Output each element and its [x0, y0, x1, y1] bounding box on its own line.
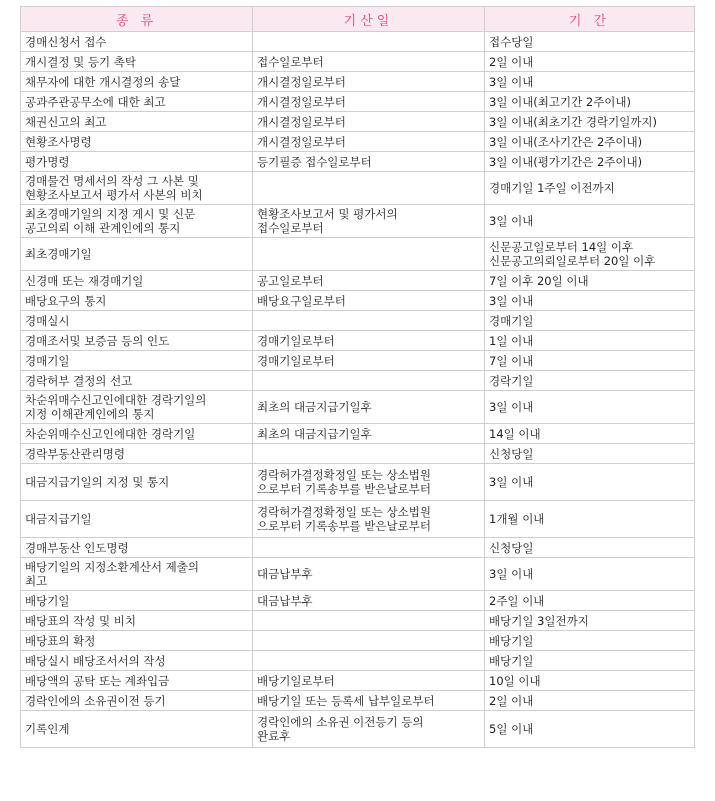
cell-start-date	[253, 132, 485, 152]
cell-period-line: 10일 이내	[489, 673, 541, 688]
cell-start-date	[253, 238, 485, 271]
cell-start-date	[253, 691, 485, 711]
cell-start-date	[253, 558, 485, 591]
cell-period	[485, 371, 695, 391]
cell-period-line: 3일 이내(최초기간 경락기일까지)	[489, 114, 658, 129]
cell-period-line: 경락기일	[489, 373, 534, 388]
cell-period	[485, 291, 695, 311]
cell-start-date	[253, 671, 485, 691]
cell-period-line: 7일 이후 20일 이내	[489, 273, 589, 288]
cell-type	[21, 591, 253, 611]
table-row	[21, 691, 695, 711]
cell-start-date	[253, 205, 485, 238]
cell-period-line: 접수당일	[489, 34, 534, 49]
cell-period-line: 배당기일	[489, 633, 534, 648]
cell-start-date	[253, 591, 485, 611]
cell-period	[485, 691, 695, 711]
cell-type	[21, 651, 253, 671]
cell-start-date	[253, 371, 485, 391]
cell-period-line: 3일 이내	[489, 293, 534, 308]
cell-type-line: 경매물건 명세서의 작성 그 사본 및	[25, 174, 199, 188]
cell-start-date-line: 완료후	[257, 729, 291, 743]
cell-type	[21, 464, 253, 501]
cell-start-date-line: 개시결정일로부터	[257, 134, 346, 149]
cell-period	[485, 444, 695, 464]
table-row	[21, 238, 695, 271]
cell-type-line: 배당표의 확정	[25, 633, 96, 648]
cell-start-date	[253, 444, 485, 464]
cell-type	[21, 671, 253, 691]
cell-type	[21, 631, 253, 651]
table-row	[21, 112, 695, 132]
cell-type	[21, 238, 253, 271]
cell-period	[485, 271, 695, 291]
cell-start-date-line: 현황조사보고서 및 평가서의	[257, 207, 398, 221]
cell-start-date-line: 등기필증 접수일로부터	[257, 154, 372, 169]
table-row	[21, 711, 695, 748]
cell-period-line: 5일 이내	[489, 722, 534, 736]
cell-start-date	[253, 538, 485, 558]
cell-start-date-line: 으로부터 기록송부를 받은날로부터	[257, 482, 431, 496]
cell-period	[485, 671, 695, 691]
cell-start-date-line: 배당요구일로부터	[257, 293, 346, 308]
cell-type	[21, 711, 253, 748]
cell-type-line: 공고의뢰 이해 관계인에의 통지	[25, 221, 181, 235]
cell-period	[485, 112, 695, 132]
cell-type	[21, 331, 253, 351]
cell-period	[485, 331, 695, 351]
cell-type-line: 경매실시	[25, 313, 70, 328]
cell-period	[485, 558, 695, 591]
table-row	[21, 132, 695, 152]
header-start-date: 기산일	[253, 7, 485, 32]
cell-period-line: 3일 이내	[489, 214, 534, 228]
cell-start-date	[253, 311, 485, 331]
cell-type-line: 배당기일	[25, 593, 70, 608]
cell-period-line: 신청당일	[489, 446, 534, 461]
cell-start-date	[253, 291, 485, 311]
cell-type-line: 대금지급기일의 지정 및 통지	[25, 475, 170, 489]
cell-start-date-line: 공고일로부터	[257, 273, 324, 288]
cell-type-line: 배당표의 작성 및 비치	[25, 613, 136, 628]
cell-period	[485, 132, 695, 152]
cell-type	[21, 444, 253, 464]
schedule-table-container	[20, 6, 694, 748]
cell-start-date	[253, 351, 485, 371]
cell-type-line: 경락인에의 소유권이전 등기	[25, 693, 166, 708]
cell-start-date	[253, 631, 485, 651]
cell-period-line: 7일 이내	[489, 353, 534, 368]
table-row	[21, 331, 695, 351]
cell-period	[485, 424, 695, 444]
header-period: 기 간	[485, 7, 695, 32]
cell-period-line: 3일 이내(조사기간은 2주이내)	[489, 134, 643, 149]
cell-start-date	[253, 172, 485, 205]
table-row	[21, 501, 695, 538]
cell-type-line: 차순위매수신고인에대한 경락기일	[25, 426, 196, 441]
cell-start-date-line: 경락인에의 소유권 이전등기 등의	[257, 715, 424, 729]
table-row	[21, 671, 695, 691]
table-row	[21, 538, 695, 558]
cell-period	[485, 464, 695, 501]
cell-period-line: 3일 이내	[489, 400, 534, 414]
cell-type	[21, 52, 253, 72]
table-body	[21, 32, 695, 748]
cell-period-line: 1개월 이내	[489, 512, 545, 526]
cell-start-date	[253, 52, 485, 72]
cell-type-line: 경매부동산 인도명령	[25, 540, 129, 555]
cell-type-line: 최초경매기일의 지정 게시 및 신문	[25, 207, 196, 221]
cell-type	[21, 32, 253, 52]
cell-type-line: 배당실시 배당조서서의 작성	[25, 653, 166, 668]
cell-period-line: 2주일 이내	[489, 593, 545, 608]
cell-type	[21, 311, 253, 331]
cell-type	[21, 611, 253, 631]
cell-type	[21, 391, 253, 424]
table-row	[21, 651, 695, 671]
cell-period	[485, 591, 695, 611]
cell-type-line: 공과주관공무소에 대한 최고	[25, 94, 166, 109]
cell-period-line: 배당기일	[489, 653, 534, 668]
cell-type	[21, 291, 253, 311]
cell-type-line: 경매신청서 접수	[25, 34, 107, 49]
cell-start-date-line: 배당기일로부터	[257, 673, 335, 688]
cell-start-date-line: 개시결정일로부터	[257, 74, 346, 89]
cell-period	[485, 72, 695, 92]
cell-period	[485, 351, 695, 371]
cell-period	[485, 651, 695, 671]
table-row	[21, 311, 695, 331]
cell-start-date	[253, 391, 485, 424]
cell-type-line: 경락부동산관리명령	[25, 446, 125, 461]
table-row	[21, 631, 695, 651]
cell-start-date-line: 개시결정일로부터	[257, 114, 346, 129]
table-row	[21, 152, 695, 172]
cell-period-line: 신청당일	[489, 540, 534, 555]
cell-period	[485, 52, 695, 72]
cell-period-line: 3일 이내	[489, 475, 534, 489]
cell-period	[485, 538, 695, 558]
cell-type-line: 현황조사명령	[25, 134, 92, 149]
cell-type	[21, 558, 253, 591]
cell-period-line: 1일 이내	[489, 333, 534, 348]
cell-start-date-line: 경락허가결정확정일 또는 상소법원	[257, 468, 431, 482]
cell-period-line: 3일 이내(평가기간은 2주이내)	[489, 154, 643, 169]
cell-type	[21, 172, 253, 205]
cell-start-date	[253, 271, 485, 291]
cell-type-line: 최고	[25, 574, 48, 588]
cell-type	[21, 72, 253, 92]
cell-type-line: 평가명령	[25, 154, 70, 169]
cell-start-date	[253, 424, 485, 444]
cell-period	[485, 238, 695, 271]
cell-period-line: 14일 이내	[489, 426, 541, 441]
cell-type	[21, 501, 253, 538]
table-row	[21, 391, 695, 424]
table-row	[21, 424, 695, 444]
table-row	[21, 92, 695, 112]
cell-period-line: 경매기일	[489, 313, 534, 328]
table-header-row	[21, 7, 695, 32]
cell-type-line: 경매조서및 보증금 등의 인도	[25, 333, 170, 348]
table-row	[21, 271, 695, 291]
cell-period	[485, 32, 695, 52]
cell-period	[485, 205, 695, 238]
auction-schedule-table	[20, 6, 695, 748]
table-row	[21, 351, 695, 371]
cell-type-line: 경락허부 결정의 선고	[25, 373, 133, 388]
cell-type-line: 차순위매수신고인에대한 경락기일의	[25, 393, 207, 407]
cell-type-line: 배당기일의 지정소환계산서 제출의	[25, 560, 199, 574]
cell-type-line: 배당요구의 통지	[25, 293, 107, 308]
cell-start-date-line: 으로부터 기록송부를 받은날로부터	[257, 519, 431, 533]
cell-start-date	[253, 651, 485, 671]
cell-period-line: 신문공고의뢰일로부터 20일 이후	[489, 254, 656, 268]
cell-type	[21, 424, 253, 444]
cell-start-date-line: 최초의 대금지급기일후	[257, 400, 372, 414]
cell-type	[21, 132, 253, 152]
cell-type-line: 대금지급기일	[25, 512, 92, 526]
cell-type	[21, 92, 253, 112]
cell-start-date-line: 경락허가결정확정일 또는 상소법원	[257, 505, 431, 519]
cell-start-date	[253, 32, 485, 52]
table-row	[21, 558, 695, 591]
table-row	[21, 205, 695, 238]
cell-start-date-line: 접수일로부터	[257, 54, 324, 69]
cell-start-date-line: 배당기일 또는 등록세 납부일로부터	[257, 693, 435, 708]
cell-period	[485, 611, 695, 631]
cell-start-date	[253, 611, 485, 631]
cell-period-line: 3일 이내	[489, 74, 534, 89]
table-row	[21, 52, 695, 72]
table-row	[21, 72, 695, 92]
cell-type-line: 지정 이해관계인에의 통지	[25, 407, 155, 421]
cell-type-line: 채권신고의 최고	[25, 114, 107, 129]
cell-period-line: 경매기일 1주일 이전까지	[489, 181, 615, 195]
cell-period	[485, 391, 695, 424]
cell-start-date	[253, 501, 485, 538]
table-row	[21, 32, 695, 52]
cell-start-date-line: 경매기일로부터	[257, 353, 335, 368]
cell-type-line: 개시결정 및 등기 촉탁	[25, 54, 136, 69]
cell-start-date	[253, 152, 485, 172]
cell-type-line: 기록인계	[25, 722, 70, 736]
cell-type	[21, 371, 253, 391]
header-type: 종 류	[21, 7, 253, 32]
table-row	[21, 591, 695, 611]
cell-start-date-line: 대금납부후	[257, 593, 313, 608]
cell-type-line: 경매기일	[25, 353, 70, 368]
cell-type	[21, 538, 253, 558]
cell-start-date	[253, 331, 485, 351]
cell-start-date	[253, 72, 485, 92]
cell-period-line: 2일 이내	[489, 693, 534, 708]
cell-start-date-line: 접수일로부터	[257, 221, 324, 235]
cell-type-line: 신경매 또는 재경매기일	[25, 273, 144, 288]
cell-start-date-line: 최초의 대금지급기일후	[257, 426, 372, 441]
cell-period-line: 3일 이내	[489, 567, 534, 581]
cell-type-line: 최초경매기일	[25, 247, 92, 261]
cell-type	[21, 112, 253, 132]
cell-period	[485, 311, 695, 331]
cell-type-line: 채무자에 대한 개시결정의 송달	[25, 74, 181, 89]
cell-start-date	[253, 711, 485, 748]
cell-start-date	[253, 464, 485, 501]
cell-type	[21, 152, 253, 172]
cell-period	[485, 92, 695, 112]
table-row	[21, 464, 695, 501]
cell-type	[21, 205, 253, 238]
cell-type-line: 배당액의 공탁 또는 계좌입금	[25, 673, 170, 688]
cell-start-date-line: 경매기일로부터	[257, 333, 335, 348]
cell-period-line: 2일 이내	[489, 54, 534, 69]
cell-period	[485, 152, 695, 172]
cell-type	[21, 351, 253, 371]
cell-start-date-line: 개시결정일로부터	[257, 94, 346, 109]
cell-type	[21, 271, 253, 291]
cell-period	[485, 501, 695, 538]
cell-period-line: 3일 이내(최고기간 2주이내)	[489, 94, 632, 109]
cell-period-line: 신문공고일로부터 14일 이후	[489, 240, 634, 254]
table-row	[21, 611, 695, 631]
cell-period	[485, 631, 695, 651]
cell-period	[485, 711, 695, 748]
cell-start-date	[253, 92, 485, 112]
table-row	[21, 172, 695, 205]
table-row	[21, 444, 695, 464]
table-row	[21, 371, 695, 391]
cell-start-date-line: 대금납부후	[257, 567, 313, 581]
cell-period	[485, 172, 695, 205]
table-row	[21, 291, 695, 311]
cell-type	[21, 691, 253, 711]
cell-type-line: 현황조사보고서 평가서 사본의 비치	[25, 188, 203, 202]
cell-start-date	[253, 112, 485, 132]
cell-period-line: 배당기일 3일전까지	[489, 613, 589, 628]
